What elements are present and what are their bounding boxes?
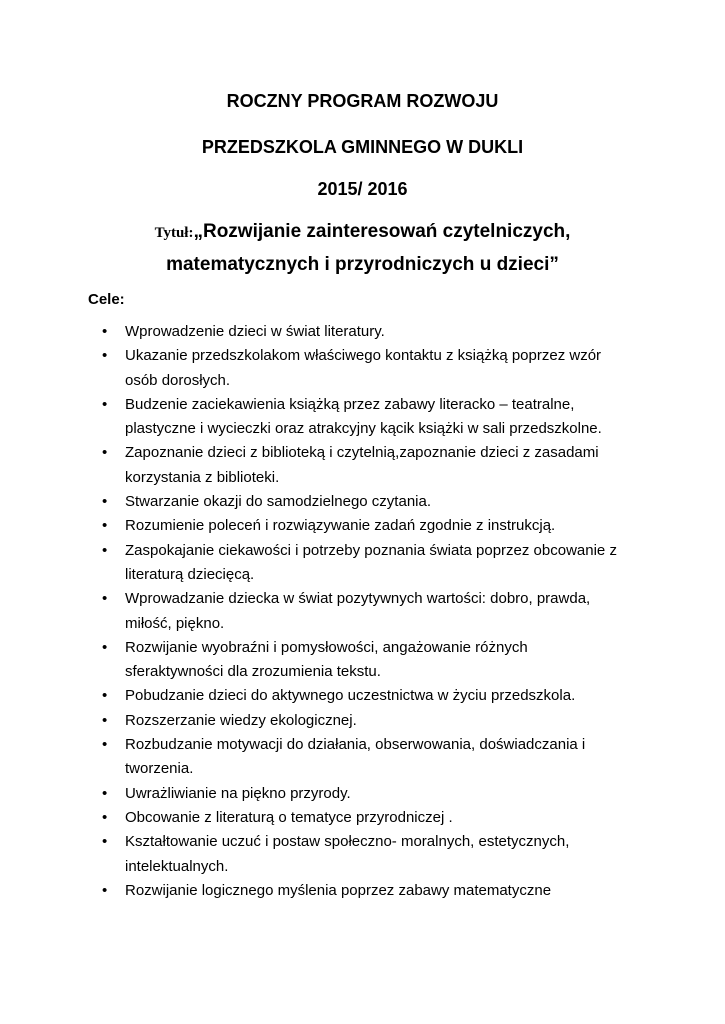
goal-item	[0, 709, 655, 733]
goal-text-line: Kształtowanie uczuć i postaw społeczno- moralnych, estetycznych,	[125, 833, 570, 851]
goal-item	[0, 782, 655, 806]
bullet-icon: •	[102, 833, 108, 851]
bullet-icon: •	[102, 395, 108, 413]
goal-text-line: miłość, piękno.	[125, 614, 225, 632]
bullet-icon: •	[102, 590, 108, 608]
bullet-icon: •	[102, 541, 108, 559]
goal-text-line: Ukazanie przedszkolakom właściwego kontaktu z książką poprzez wzór	[125, 347, 602, 365]
bullet-icon: •	[102, 808, 108, 826]
goals-label: Cele:	[88, 291, 125, 308]
goal-item	[0, 733, 655, 782]
goal-text-line: korzystania z biblioteki.	[125, 468, 280, 486]
goal-item	[0, 490, 655, 514]
title-line-1	[0, 216, 725, 249]
goals-list	[0, 320, 725, 903]
goal-text-line: Wprowadzanie dziecka w świat pozytywnych wartości: dobro, prawda,	[125, 590, 591, 608]
goal-text-line: plastyczne i wycieczki oraz atrakcyjny kącik książki w sali przedszkolne.	[125, 420, 602, 438]
goal-text-line: Uwrażliwianie na piękno przyrody.	[125, 784, 351, 802]
school-year-heading: 2015/ 2016	[317, 179, 408, 199]
goal-item	[0, 514, 655, 538]
goal-text-line: Zapoznanie dzieci z biblioteką i czytelnią,zapoznanie dzieci z zasadami	[125, 444, 599, 462]
bullet-icon: •	[102, 638, 108, 656]
goal-item	[0, 879, 655, 903]
goal-text-line: literaturą dziecięcą.	[125, 565, 255, 583]
bullet-icon: •	[102, 347, 108, 365]
bullet-icon: •	[102, 784, 108, 802]
bullet-icon: •	[102, 687, 108, 705]
bullet-icon: •	[102, 493, 108, 511]
goal-text-line: Rozbudzanie motywacji do działania, obserwowania, doświadczania i	[125, 736, 586, 754]
title-text-1: „Rozwijanie zainteresowań czytelniczych,	[193, 221, 571, 242]
goal-item	[0, 587, 655, 636]
goal-text-line: Zaspokajanie ciekawości i potrzeby poznania świata poprzez obcowanie z	[125, 541, 617, 559]
title-line-2: matematycznych i przyrodniczych u dzieci”	[166, 254, 559, 275]
goal-text-line: Wprowadzenie dzieci w świat literatury.	[125, 323, 385, 340]
bullet-icon: •	[102, 736, 108, 754]
bullet-icon: •	[102, 517, 108, 535]
goal-text-line: Pobudzanie dzieci do aktywnego uczestnictwa w życiu przedszkola.	[125, 687, 576, 705]
goal-text-line: Budzenie zaciekawienia książką przez zabawy literacko – teatralne,	[125, 395, 575, 413]
goal-item	[0, 344, 655, 393]
goal-item	[0, 320, 655, 344]
program-heading: ROCZNY PROGRAM ROZWOJU	[226, 91, 499, 111]
goal-text-line: tworzenia.	[125, 760, 194, 778]
bullet-icon: •	[102, 444, 108, 462]
goal-item	[0, 636, 655, 685]
goal-text-line: Rozwijanie wyobraźni i pomysłowości, angażowanie różnych	[125, 638, 528, 656]
bullet-icon: •	[102, 711, 108, 729]
goal-item	[0, 441, 655, 490]
goal-item	[0, 830, 655, 879]
title-prefix: Tytuł:	[154, 225, 194, 241]
goal-item	[0, 806, 655, 830]
goal-item	[0, 684, 655, 708]
goal-text-line: sferaktywności dla zrozumienia tekstu.	[125, 663, 381, 681]
goal-text-line: Rozszerzanie wiedzy ekologicznej.	[125, 711, 357, 729]
goal-text-line: Stwarzanie okazji do samodzielnego czytania.	[125, 493, 431, 511]
goal-text-line: intelektualnych.	[125, 857, 229, 875]
goal-text-line: osób dorosłych.	[125, 371, 231, 389]
goal-item	[0, 393, 655, 442]
goal-text-line: Rozumienie poleceń i rozwiązywanie zadań zgodnie z instrukcją.	[125, 517, 556, 535]
bullet-icon: •	[102, 323, 108, 340]
institution-heading: PRZEDSZKOLA GMINNEGO W DUKLI	[201, 137, 524, 157]
program-title	[0, 216, 725, 281]
bullet-icon: •	[102, 881, 108, 899]
goal-item	[0, 539, 655, 588]
goal-text-line: Rozwijanie logicznego myślenia poprzez zabawy matematyczne	[125, 881, 552, 899]
goal-text-line: Obcowanie z literaturą o tematyce przyrodniczej .	[125, 808, 453, 826]
